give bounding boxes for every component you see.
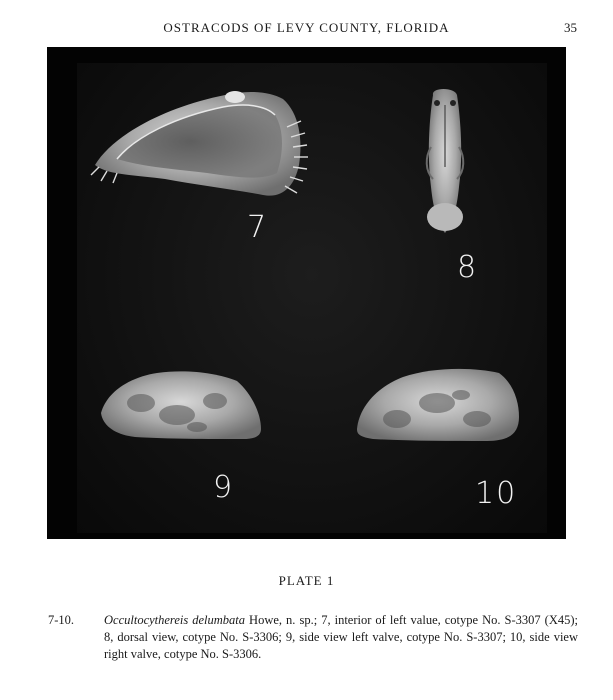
specimen-drawings xyxy=(47,47,566,539)
running-title: OSTRACODS OF LEVY COUNTY, FLORIDA xyxy=(163,20,450,35)
figure-caption xyxy=(48,612,578,663)
page-number: 35 xyxy=(564,20,577,35)
caption-description: Howe, n. sp.; 7, interior of left value, cotype No. S-3307 (X45); 8, dorsal view, cotype No. S-3306; 9, side view left valve, cotype No. S-3307; 10, side view right valve, cotype No. S-3306. xyxy=(104,613,579,661)
specimen-10-side-view-right-valve xyxy=(357,369,519,441)
specimen-9-side-view-left-valve xyxy=(101,371,261,439)
plate-title: PLATE 1 xyxy=(278,573,335,588)
plate-photograph xyxy=(47,47,566,539)
caption-species-name: Occultocythereis delumbata xyxy=(104,613,246,627)
figure-label-9: 9 xyxy=(213,470,233,505)
specimen-8-dorsal-view xyxy=(427,89,464,233)
specimen-7-interior-left-valve xyxy=(91,91,308,196)
figure-label-7: 7 xyxy=(247,210,267,245)
figure-label-10: 10 xyxy=(475,476,518,511)
figure-label-8: 8 xyxy=(457,250,477,285)
caption-figure-range: 7-10. xyxy=(48,613,75,627)
